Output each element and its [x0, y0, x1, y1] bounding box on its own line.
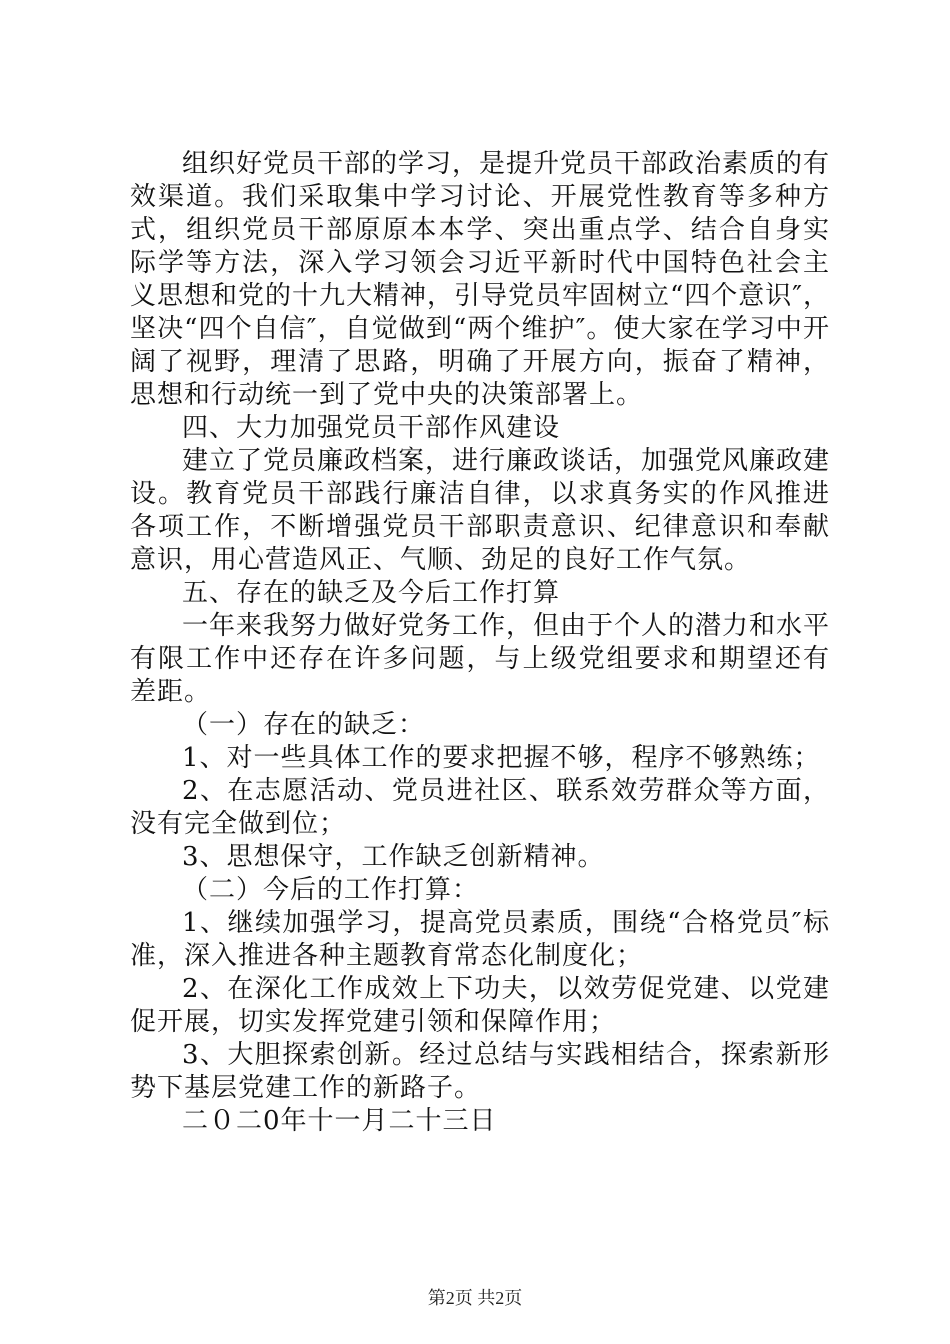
page-number: 第2页 共2页 — [427, 1288, 523, 1308]
section-heading-4: 四、大力加强党员干部作风建设 — [182, 413, 561, 443]
list-item-plan-1: 1、继续加强学习，提高党员素质，围绕“合格党员″标准，深入推进各种主题教育常态化制度化； — [130, 908, 830, 971]
list-item-plan-3: 3、大胆探索创新。经过总结与实践相结合，探索新形势下基层党建工作的新路子。 — [130, 1040, 830, 1103]
paragraph-style: 建立了党员廉政档案，进行廉政谈话，加强党风廉政建设。教育党员干部践行廉洁自律，以求真务实的作风推进各项工作，不断增强党员干部职责意识、纪律意识和奉献意识，用心营造风正、气顺、劲足的良好工作气氛。 — [130, 446, 831, 575]
subheading-shortcomings: （一）存在的缺乏： — [182, 710, 426, 740]
document-body — [130, 148, 830, 1138]
list-item-plan-2: 2、在深化工作成效上下功夫，以效劳促党建、以党建促开展，切实发挥党建引领和保障作用； — [130, 974, 830, 1037]
list-item-shortcoming-1: 1、对一些具体工作的要求把握不够，程序不够熟练； — [182, 743, 821, 773]
paragraph-study: 组织好党员干部的学习，是提升党员干部政治素质的有效渠道。我们采取集中学习讨论、开展党性教育等多种方式，组织党员干部原原本本学、突出重点学、结合自身实际学等方法，深入学习领会习近平新时代中国特色社会主义思想和党的十九大精神，引导党员牢固树立“四个意识″，坚决“四个自信″，自觉做到“两个维护″。使大家在学习中开阔了视野，理清了思路，明确了开展方向，振奋了精神，思想和行动统一到了党中央的决策部署上。 — [130, 149, 831, 410]
document-date: 二０二0年十一月二十三日 — [182, 1106, 497, 1136]
subheading-plans: （二）今后的工作打算： — [182, 875, 480, 905]
list-item-shortcoming-2: 2、在志愿活动、党员进社区、联系效劳群众等方面，没有完全做到位； — [130, 776, 830, 839]
list-item-shortcoming-3: 3、思想保守，工作缺乏创新精神。 — [182, 842, 605, 872]
section-heading-5: 五、存在的缺乏及今后工作打算 — [182, 578, 561, 608]
paragraph-summary: 一年来我努力做好党务工作，但由于个人的潜力和水平有限工作中还存在许多问题，与上级党组要求和期望还有差距。 — [130, 611, 831, 707]
